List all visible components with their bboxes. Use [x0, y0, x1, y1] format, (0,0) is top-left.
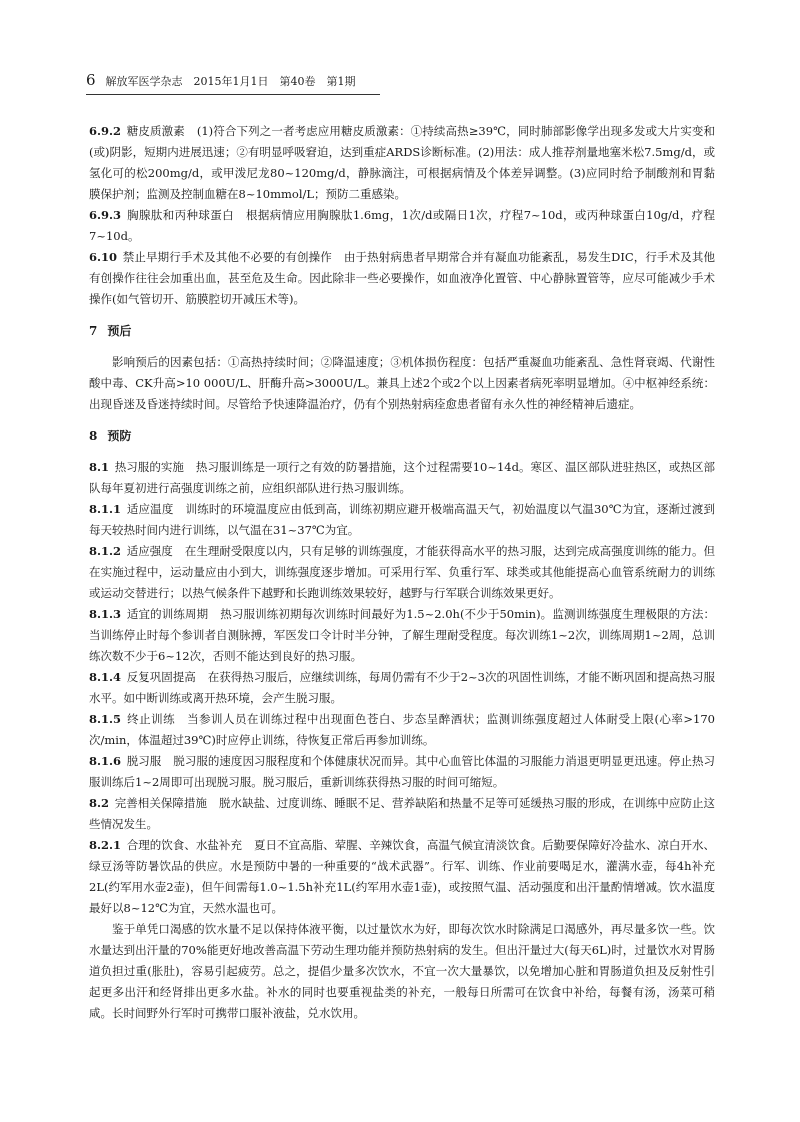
subsection-number: 8.1.2 [89, 544, 122, 558]
prognosis-paragraph: 影响预后的因素包括：①高热持续时间；②降温速度；③机体损伤程度：包括严重凝血功能紊乱、急性肾衰竭、代谢性酸中毒、CK升高>10 000U/L、肝酶升高>3000U/L。兼具上述2个或2个以上因素者病死率明显增加。④中枢神经系统：出现昏迷及昏迷持续时间。尽管给予快速降温治疗，仍有个别热射病痊愈患者留有永久性的神经精神后遗症。 [89, 355, 715, 411]
subsection-6-9-3 [89, 205, 715, 247]
hydration-paragraph: 鉴于单凭口渴感的饮水量不足以保持体液平衡，以过量饮水为好，即每次饮水时除满足口渴感外，再尽量多饮一些。饮水量达到出汗量的70%能更好地改善高温下劳动生理功能并预防热射病的发生。但出汗量过大(每天6L)时，过量饮水对胃肠道负担过重(胀肚)，容易引起疲劳。总之，提倡少量多次饮水，不宜一次大量暴饮，以免增加心脏和胃肠道负担及反射性引起更多出汗和经肾排出更多水盐。补水的同时也要重视盐类的补充，一般每日所需可在饮食中补给，每餐有汤，汤菜可稍咸。长时间野外行军时可携带口服补液盐，兑水饮用。 [89, 922, 715, 1020]
subsection-number: 8.1.3 [89, 607, 122, 621]
subsection-number: 8.1.5 [89, 712, 122, 726]
subsection-text: (1)符合下列之一者考虑应用糖皮质激素：①持续高热≥39℃，同时肺部影像学出现多发或大片实变和(或)阴影，短期内进展迅速；②有明显呼吸窘迫，达到重症ARDS诊断标准。(2)用法：成人推荐剂量地塞米松7.5mg/d，或氢化可的松200mg/d，或甲泼尼龙80~120mg/d，静脉滴注，可根据病情及个体差异调整。(3)应同时给予制酸剂和胃黏膜保护剂；监测及控制血糖在8~10mmol/L；预防二重感染。 [89, 124, 716, 201]
subsection-8-1-5 [89, 709, 715, 751]
subsection-text: 根据病情应用胸腺肽1.6mg，1次/d或隔日1次，疗程7~10d，或丙种球蛋白10g/d，疗程7~10d。 [89, 208, 716, 243]
subsection-6-9-2 [89, 121, 715, 205]
section-title: 预后 [107, 324, 132, 338]
subsection-text: 由于热射病患者早期常合并有凝血功能紊乱，易发生DIC，行手术及其他有创操作往往会加重出血，甚至危及生命。因此除非一些必要操作，如血液净化置管、中心静脉置管等，应尽可能减少手术操作(如气管切开、筋膜腔切开减压术等)。 [89, 250, 716, 306]
journal-title: 解放军医学杂志 2015年1月1日 第40卷 第1期 [105, 75, 356, 88]
subsection-title: 终止训练 [127, 712, 176, 726]
subsection-text: 当参训人员在训练过程中出现面色苍白、步态呈醉酒状；监测训练强度超过人体耐受上限(心率>170次/min，体温超过39℃)时应停止训练，待恢复正常后再参加训练。 [89, 712, 715, 747]
subsection-number: 8.1.4 [89, 670, 122, 684]
subsection-number: 8.1 [89, 460, 110, 474]
subsection-8-1 [89, 457, 715, 499]
subsection-text: 脱习服的速度因习服程度和个体健康状况而异。其中心血管比体温的习服能力消退更明显更迅速。停止热习服训练后1~2周即可出现脱习服。脱习服后，重新训练获得热习服的时间可缩短。 [89, 754, 716, 789]
subsection-8-1-1 [89, 499, 715, 541]
subsection-text: 热习服训练初期每次训练时间最好为1.5~2.0h(不少于50min)。监测训练强度生理极限的方法：当训练停止时每个参训者自测脉搏，军医发口令计时半分钟，了解生理耐受程度。每次训练1~2次，训练周期1~2周，总训练次数不少于6~12次，否则不能达到良好的热习服。 [89, 607, 716, 663]
subsection-8-1-2 [89, 541, 715, 604]
subsection-8-2-1 [89, 835, 715, 919]
page-number: 6 [86, 71, 96, 89]
subsection-8-1-3 [89, 604, 715, 667]
subsection-title: 胸腺肽和丙种球蛋白 [127, 208, 234, 222]
subsection-title: 糖皮质激素 [126, 124, 185, 138]
running-header [86, 72, 380, 95]
section-title: 预防 [107, 429, 132, 443]
subsection-text: 脱水缺盐、过度训练、睡眠不足、营养缺陷和热量不足等可延缓热习服的形成，在训练中应防止这些情况发生。 [89, 796, 716, 831]
subsection-title: 反复巩固提高 [126, 670, 196, 684]
subsection-number: 8.2 [89, 796, 110, 810]
subsection-text: 训练时的环境温度应由低到高，训练初期应避开极端高温天气，初始温度以气温30℃为宜，逐渐过渡到每天较热时间内进行训练，以气温在31~37℃为宜。 [89, 502, 716, 537]
subsection-number: 8.1.1 [89, 502, 122, 516]
subsection-8-2 [89, 793, 715, 835]
subsection-title: 热习服的实施 [114, 460, 184, 474]
section-number: 8 [89, 429, 98, 443]
subsection-8-1-4 [89, 667, 715, 709]
subsection-title: 脱习服 [126, 754, 162, 768]
subsection-title: 适应强度 [126, 544, 173, 558]
subsection-title: 禁止早期行手术及其他不必要的有创操作 [122, 250, 332, 264]
subsection-number: 8.2.1 [89, 838, 122, 852]
subsection-text: 在生理耐受限度以内，只有足够的训练强度，才能获得高水平的热习服，达到完成高强度训练的能力。但在实施过程中，运动量应由小到大，训练强度逐步增加。可采用行军、负重行军、球类或其他能提高心血管系统耐力的训练或运动交替进行；以热气候条件下越野和长跑训练效果较好，越野与行军联合训练效果更好。 [89, 544, 716, 600]
subsection-number: 6.10 [89, 250, 118, 264]
section-heading-prognosis [89, 321, 715, 342]
subsection-text: 在获得热习服后，应继续训练，每周仍需有不少于2~3次的巩固性训练，才能不断巩固和提高热习服水平。如中断训练或离开热环境，会产生脱习服。 [89, 670, 716, 705]
subsection-number: 8.1.6 [89, 754, 122, 768]
section-heading-prevention [89, 426, 715, 447]
subsection-text: 夏日不宜高脂、荤腥、辛辣饮食，高温气候宜清淡饮食。后勤要保障好冷盐水、凉白开水、绿豆汤等防暑饮品的供应。水是预防中暑的一种重要的“战术武器”。行军、训练、作业前要喝足水，灌满水壶，每4h补充2L(约军用水壶2壶)，但午间需每1.0~1.5h补充1L(约军用水壶1壶)，或按照气温、活动强度和出汗量酌情增减。饮水温度最好以8~12℃为宜，天然水温也可。 [89, 838, 715, 915]
subsection-6-10 [89, 247, 715, 310]
subsection-title: 完善相关保障措施 [114, 796, 208, 810]
article-body [89, 121, 715, 1024]
section-number: 7 [89, 324, 98, 338]
subsection-number: 6.9.2 [89, 124, 122, 138]
subsection-title: 适宜的训练周期 [126, 607, 209, 621]
subsection-number: 6.9.3 [89, 208, 122, 222]
subsection-text: 热习服训练是一项行之有效的防暑措施，这个过程需要10~14d。寒区、温区部队进驻热区，或热区部队每年夏初进行高强度训练之前，应组织部队进行热习服训练。 [89, 460, 716, 495]
subsection-8-1-6 [89, 751, 715, 793]
subsection-title: 合理的饮食、水盐补充 [126, 838, 242, 852]
subsection-title: 适应温度 [126, 502, 174, 516]
